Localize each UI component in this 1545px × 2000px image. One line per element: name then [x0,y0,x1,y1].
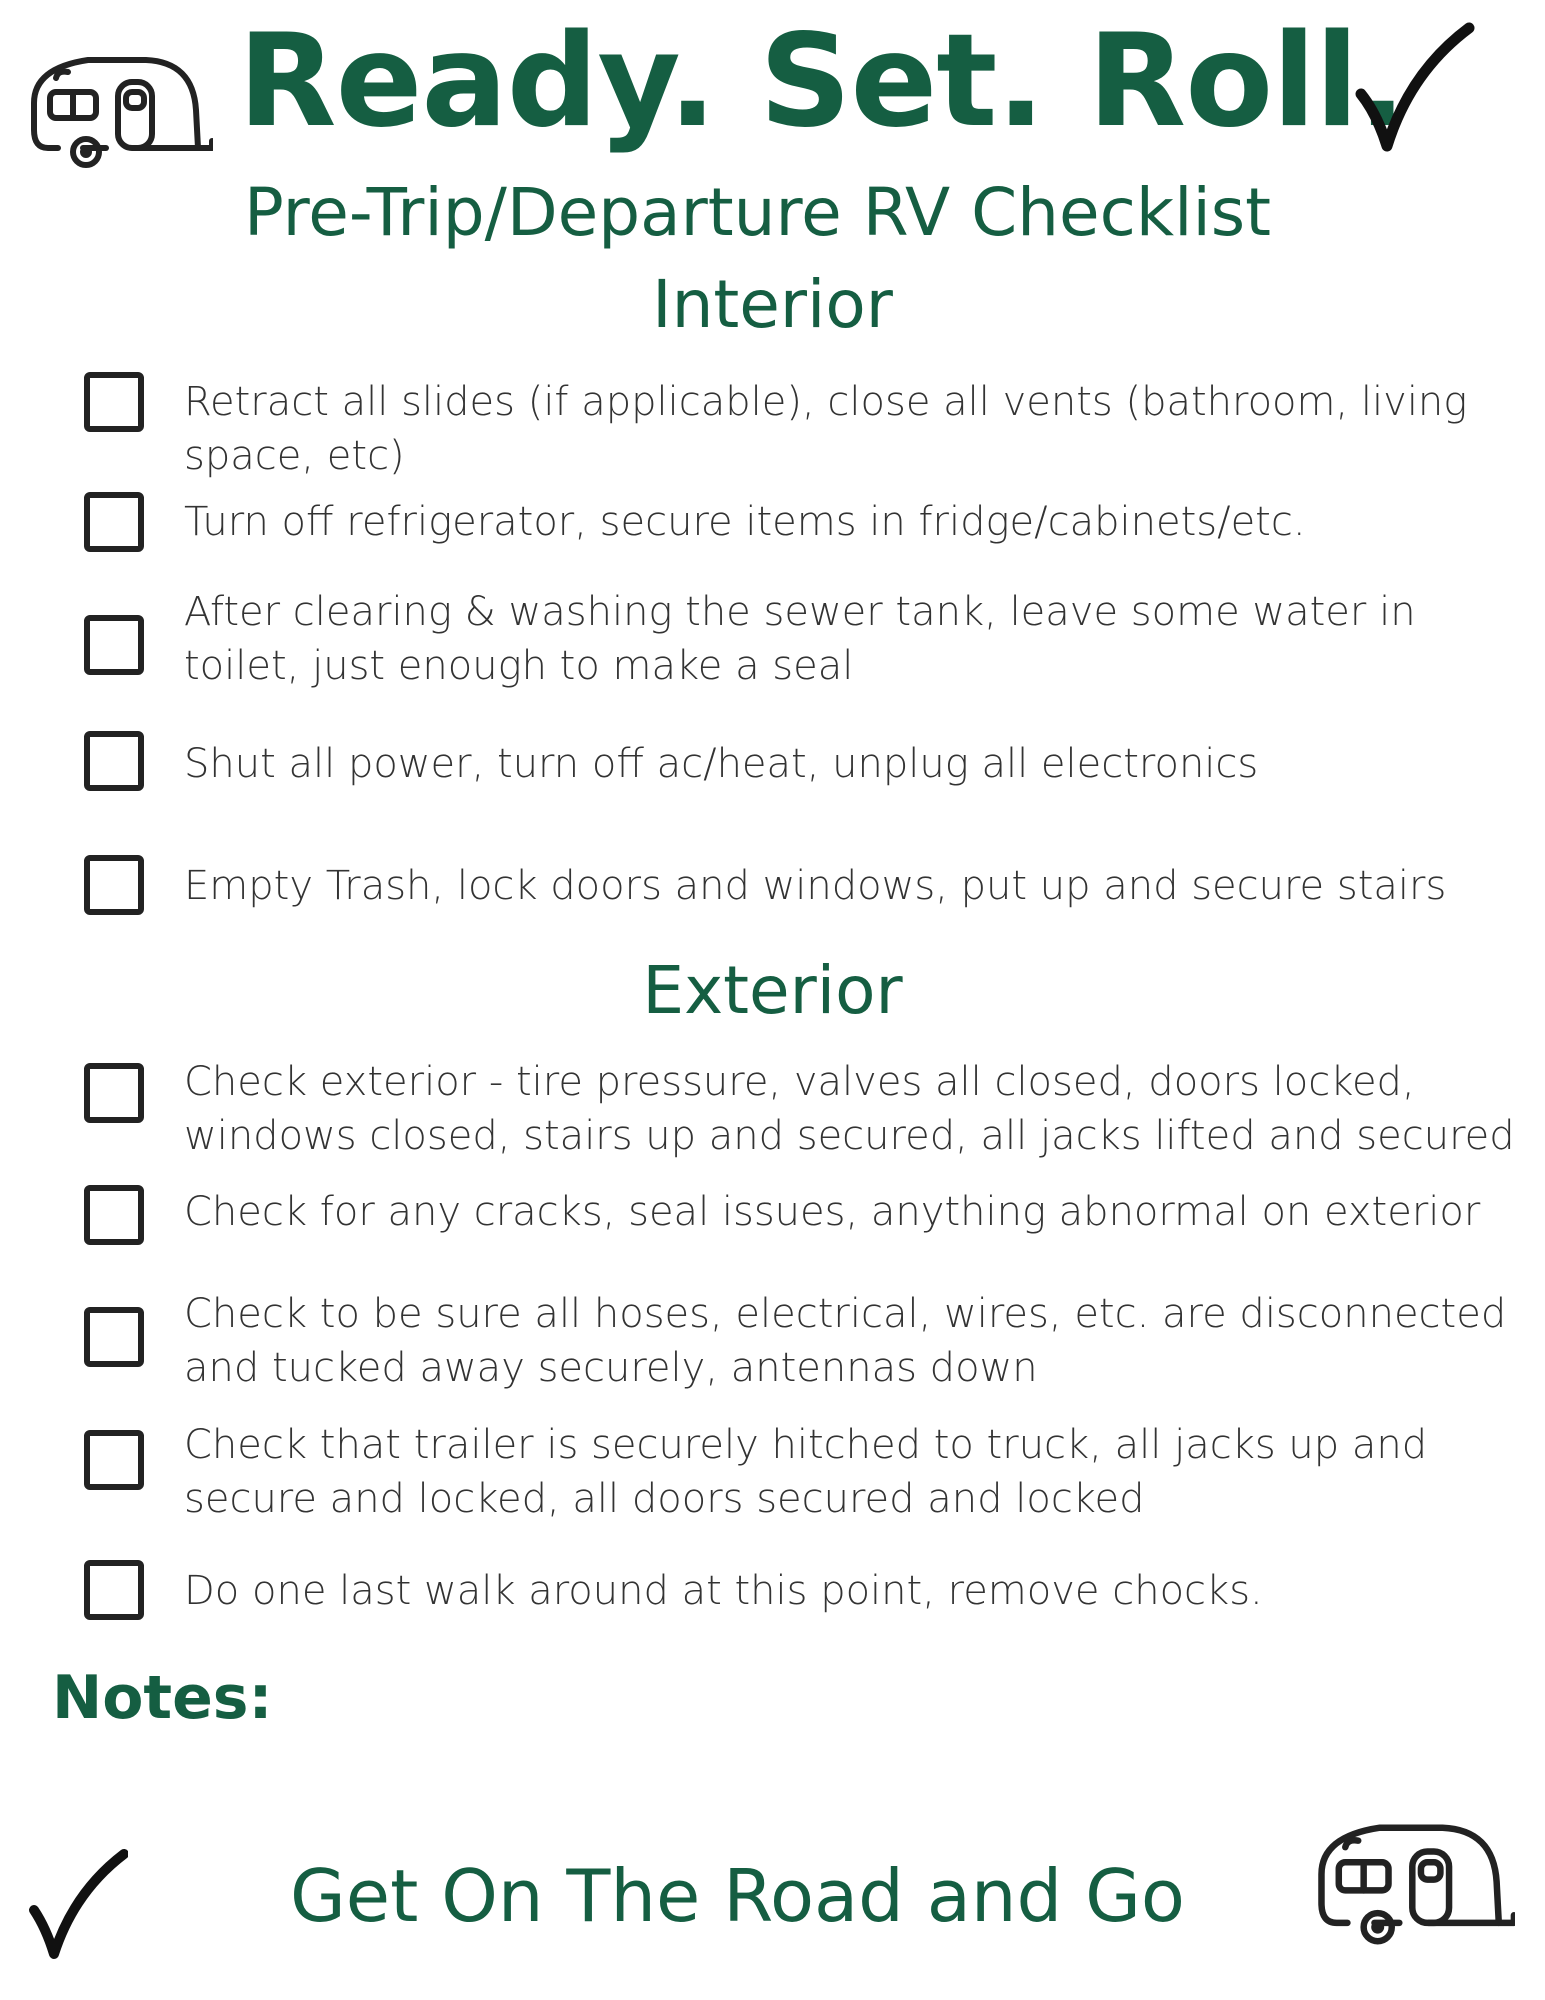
checkbox[interactable] [84,855,144,915]
checkbox[interactable] [84,1307,144,1367]
checklist-item-text: Empty Trash, lock doors and windows, put up and secure stairs [184,863,1447,909]
camper-trailer-icon [1315,1810,1515,1960]
page-title: Ready. Set. Roll. [238,7,1406,156]
checkbox[interactable] [84,1185,144,1245]
checkbox[interactable] [84,731,144,791]
page-subtitle: Pre-Trip/Departure RV Checklist [243,174,1272,251]
checklist-item-text: Check to be sure all hoses, electrical, wires, etc. are disconnected and tucked away securely, antennas down [184,1291,1507,1391]
notes-label: Notes: [52,1663,273,1733]
checklist-item-text: Shut all power, turn off ac/heat, unplug all electronics [184,741,1259,787]
checkbox[interactable] [84,372,144,432]
checkbox[interactable] [84,615,144,675]
checklist-item-text: Check exterior - tire pressure, valves all closed, doors locked, windows closed, stairs up and secured, all jacks lifted and secured [184,1059,1515,1159]
checklist-item-text: Do one last walk around at this point, remove chocks. [184,1568,1263,1614]
interior-heading: Interior [652,266,893,343]
checkmark-icon [1355,22,1475,152]
checklist-item-text: Check for any cracks, seal issues, anything abnormal on exterior [184,1189,1481,1235]
checkbox[interactable] [84,1063,144,1123]
checkbox[interactable] [84,1430,144,1490]
checkmark-icon [28,1848,128,1960]
checkbox[interactable] [84,1560,144,1620]
checkbox[interactable] [84,492,144,552]
checklist-item-text: Turn off refrigerator, secure items in fridge/cabinets/etc. [184,499,1306,545]
exterior-heading: Exterior [642,952,903,1029]
checklist-item-text: Check that trailer is securely hitched to truck, all jacks up and secure and locked, all doors secured and locked [184,1422,1428,1522]
checklist-item-text: Retract all slides (if applicable), close all vents (bathroom, living space, etc) [184,379,1468,479]
footer-text: Get On The Road and Go [290,1854,1185,1938]
checklist-item-text: After clearing & washing the sewer tank, leave some water in toilet, just enough to make a seal [184,589,1416,689]
camper-trailer-icon [28,48,213,178]
